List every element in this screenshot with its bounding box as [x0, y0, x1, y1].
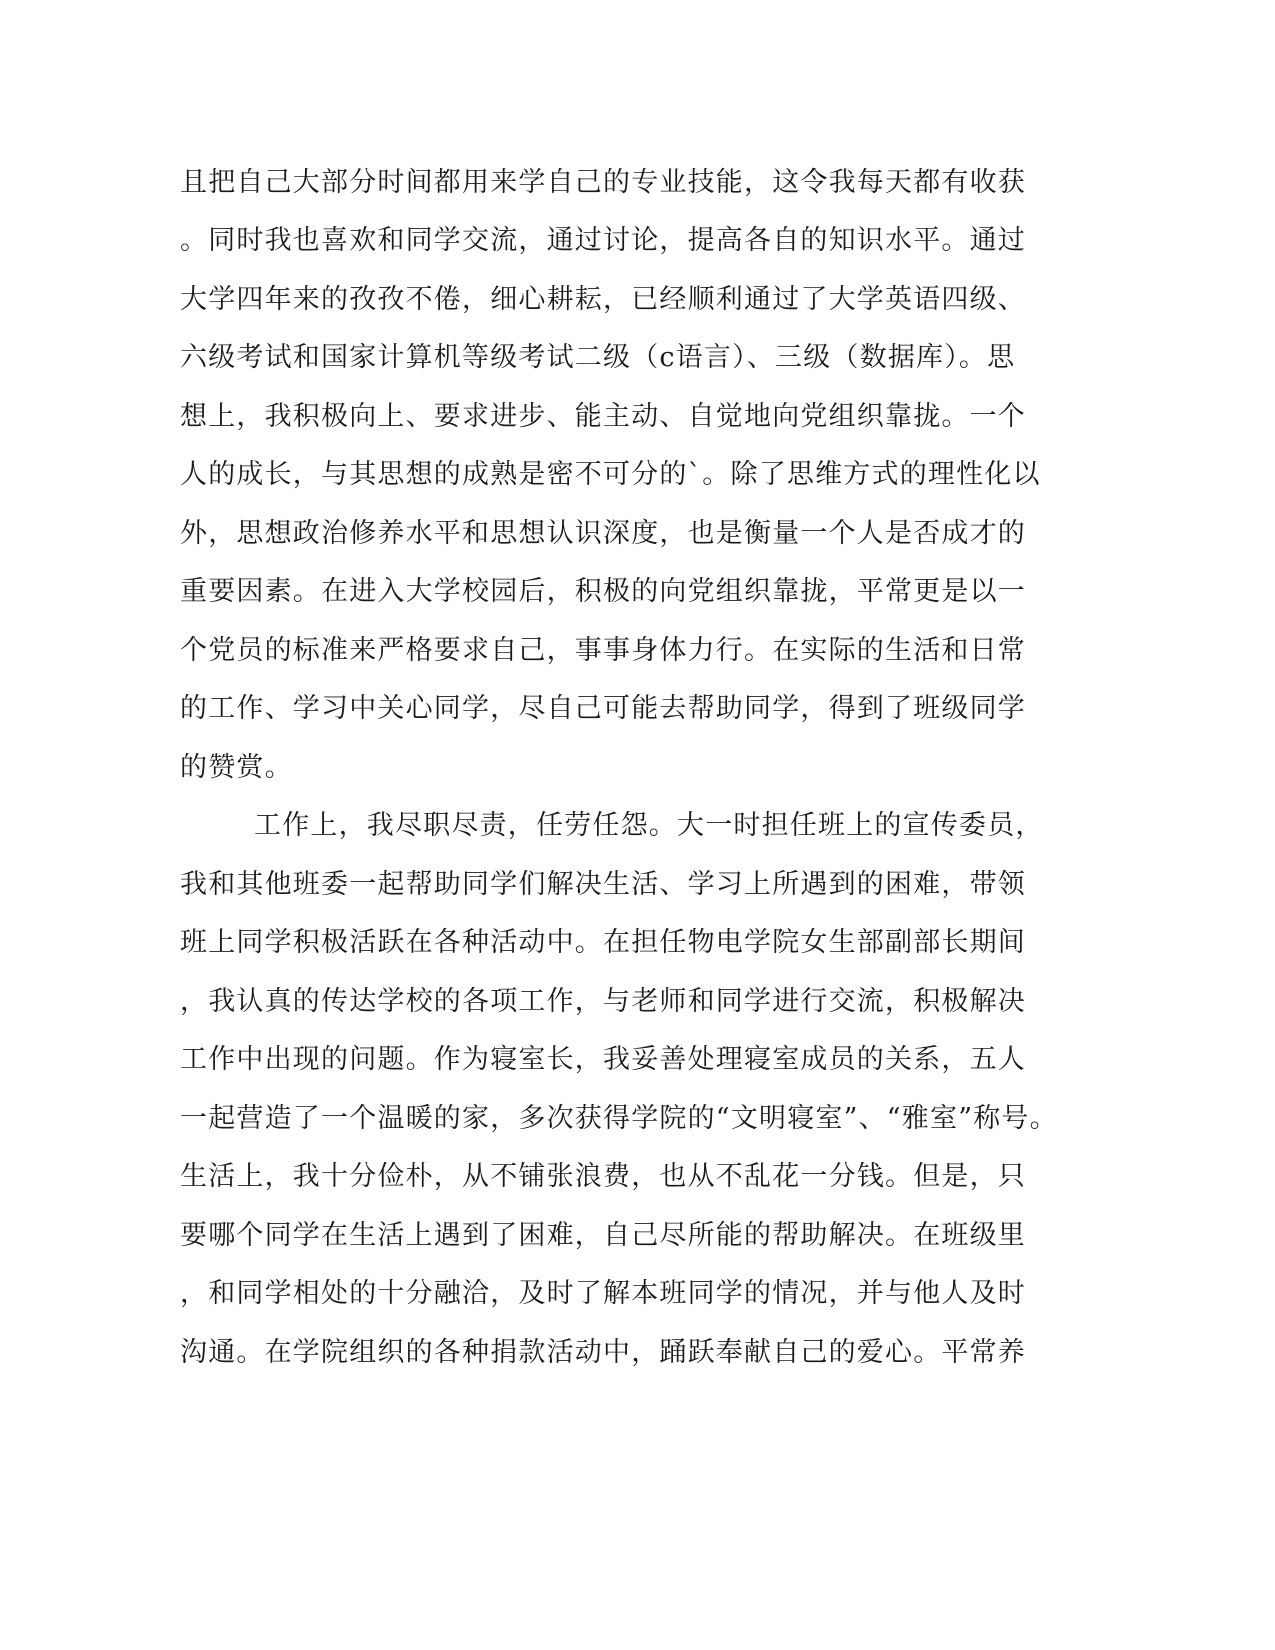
text-line-11: 的赞赏。 — [180, 752, 293, 783]
text-line-14: 班上同学积极活跃在各种活动中。在担任物电学院女生部副部长期间 — [180, 927, 1026, 958]
text-line-13: 我和其他班委一起帮助同学们解决生活、学习上所遇到的困难，带领 — [180, 869, 1026, 900]
text-line-9: 个党员的标准来严格要求自己，事事身体力行。在实际的生活和日常 — [180, 635, 1026, 666]
text-line-20: ，和同学相处的十分融洽，及时了解本班同学的情况，并与他人及时 — [180, 1278, 1026, 1309]
text-line-16: 工作中出现的问题。作为寝室长，我妥善处理寝室成员的关系，五人 — [180, 1044, 1026, 1075]
text-line-2: 。同时我也喜欢和同学交流，通过讨论，提高各自的知识水平。通过 — [180, 225, 1026, 256]
text-line-10: 的工作、学习中关心同学，尽自己可能去帮助同学，得到了班级同学 — [180, 693, 1026, 724]
text-line-5: 想上，我积极向上、要求进步、能主动、自觉地向党组织靠拢。一个 — [180, 401, 1026, 432]
text-line-4: 六级考试和国家计算机等级考试二级（c语言）、三级（数据库）。思 — [180, 342, 1016, 373]
text-line-6: 人的成长，与其思想的成熟是密不可分的`。除了思维方式的理性化以 — [180, 459, 1041, 490]
text-line-1: 且把自己大部分时间都用来学自己的专业技能，这令我每天都有收获 — [180, 167, 1026, 198]
text-line-18: 生活上，我十分俭朴，从不铺张浪费，也从不乱花一分钱。但是，只 — [180, 1161, 1026, 1192]
text-line-3: 大学四年来的孜孜不倦，细心耕耘，已经顺利通过了大学英语四级、 — [180, 284, 1026, 315]
text-line-15: ，我认真的传达学校的各项工作，与老师和同学进行交流，积极解决 — [180, 986, 1026, 1017]
text-line-8: 重要因素。在进入大学校园后，积极的向党组织靠拢，平常更是以一 — [180, 576, 1026, 607]
text-line-19: 要哪个同学在生活上遇到了困难，自己尽所能的帮助解决。在班级里 — [180, 1220, 1026, 1251]
text-line-21: 沟通。在学院组织的各种捐款活动中，踊跃奉献自己的爱心。平常养 — [180, 1337, 1026, 1368]
text-line-7: 外，思想政治修养水平和思想认识深度，也是衡量一个人是否成才的 — [180, 518, 1026, 549]
text-line-17: 一起营造了一个温暖的家，多次获得学院的“文明寝室”、“雅室”称号。 — [180, 1103, 1058, 1134]
text-line-12: 工作上，我尽职尽责，任劳任怨。大一时担任班上的宣传委员， — [254, 810, 1044, 841]
